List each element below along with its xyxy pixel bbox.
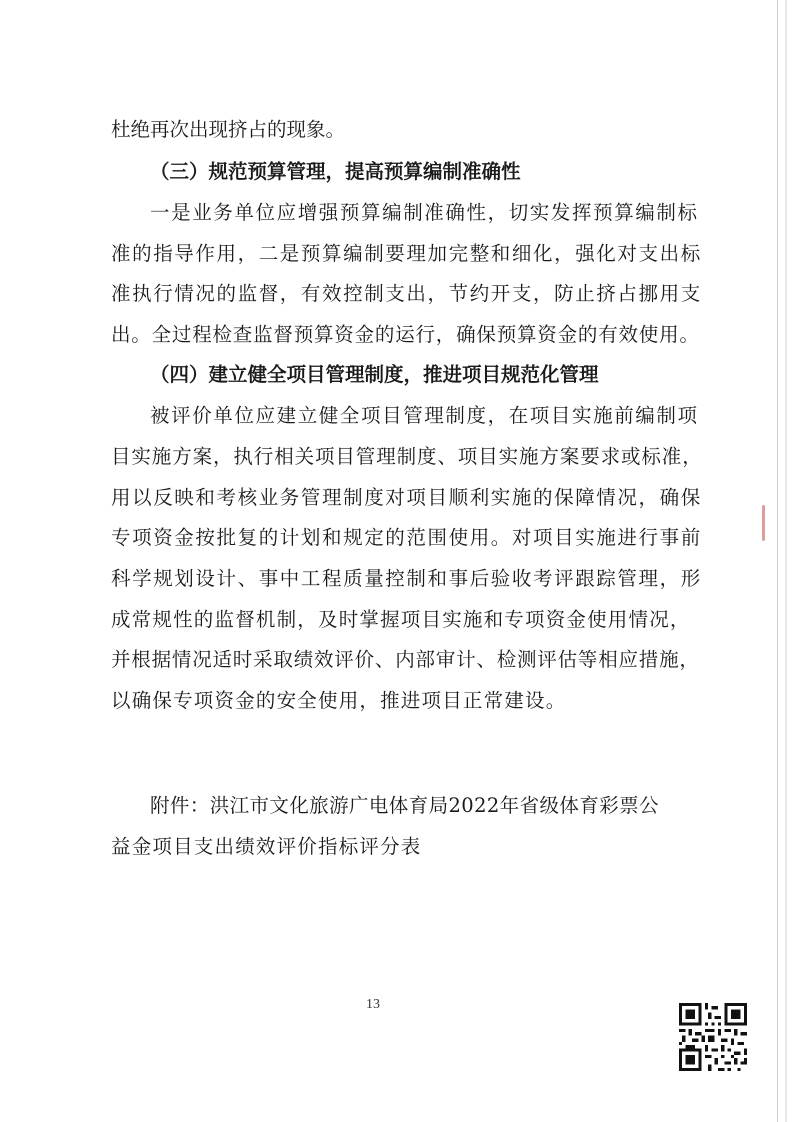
paragraph-line: 一是业务单位应增强预算编制准确性，切实发挥预算编制标 [150,201,699,224]
paragraph-line: 科学规划设计、事中工程质量控制和事后验收考评跟踪管理，形 [111,567,702,590]
scan-edge-line [777,0,778,1122]
paragraph-line: 并根据情况适时采取绩效评价、内部审计、检测评估等相应措施， [111,648,700,671]
paragraph-line: 杜绝再次出现挤占的现象。 [111,118,346,141]
seal-mark [762,505,765,541]
paragraph-line: 出。全过程检查监督预算资金的运行，确保预算资金的有效使用。 [111,323,700,346]
qr-code-icon [679,1003,747,1071]
paragraph-line: 目实施方案，执行相关项目管理制度、项目实施方案要求或标准， [111,445,703,468]
scan-edge-shadow [785,0,787,1122]
paragraph-line: 准的指导作用，二是预算编制要理加完整和细化，强化对支出标 [111,242,702,265]
paragraph-line: 专项资金按批复的计划和规定的范围使用。对项目实施进行事前 [111,526,702,549]
section-heading: （三）规范预算管理，提高预算编制准确性 [150,160,521,183]
attachment-line-1: 附件：洪江市文化旅游广电体育局2022年省级体育彩票公 [150,794,659,817]
paragraph-line: 被评价单位应建立健全项目管理制度，在项目实施前编制项 [150,404,699,427]
paragraph-line: 准执行情况的监督，有效控制支出，节约开支，防止挤占挪用支 [111,282,702,305]
paragraph-line: 用以反映和考核业务管理制度对项目顺利实施的保障情况，确保 [111,486,702,509]
paragraph-line: 以确保专项资金的安全使用，推进项目正常建设。 [111,689,567,712]
page-number: 13 [366,997,380,1012]
paragraph-line: 成常规性的监督机制，及时掌握项目实施和专项资金使用情况， [111,608,691,631]
attachment-line-2: 益金项目支出绩效评价指标评分表 [111,835,422,858]
section-heading: （四）建立健全项目管理制度，推进项目规范化管理 [150,363,599,386]
